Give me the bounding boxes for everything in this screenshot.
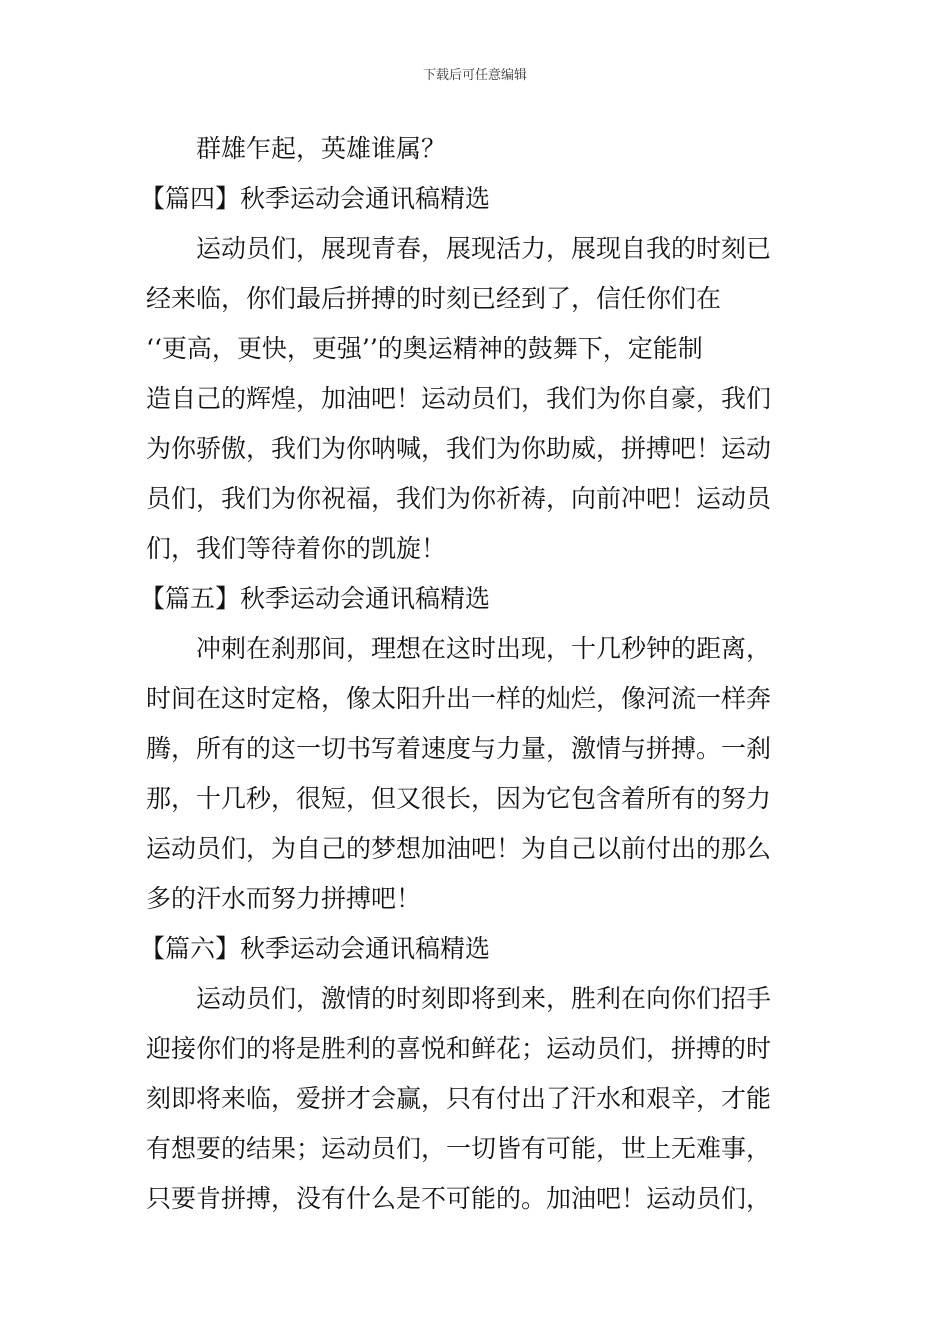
paragraph-line: 们，我们等待着你的凯旋！ [146, 534, 447, 563]
paragraph-line: 运动员们，激情的时刻即将到来，胜利在向你们招手 [196, 984, 772, 1013]
paragraph-line: ‘‘更高，更快，更强’’的奥运精神的鼓舞下，定能制 [146, 334, 703, 363]
opening-line: 群雄乍起，英雄谁属？ [196, 134, 447, 163]
section-heading: 【篇四】秋季运动会通讯稿精选 [140, 184, 491, 213]
paragraph-line: 运动员们，展现青春，展现活力，展现自我的时刻已 [196, 234, 772, 263]
page-header-note: 下载后可任意编辑 [422, 68, 527, 83]
document-body [140, 124, 806, 1224]
paragraph-line: 腾，所有的这一切书写着速度与力量，激情与拼搏。一刹 [146, 734, 772, 763]
paragraph-line: 员们，我们为你祝福，我们为你祈祷，向前冲吧！运动员 [146, 484, 772, 513]
paragraph-line: 多的汗水而努力拼搏吧！ [146, 884, 422, 913]
section-heading: 【篇五】秋季运动会通讯稿精选 [140, 584, 491, 613]
section-heading: 【篇六】秋季运动会通讯稿精选 [140, 934, 491, 963]
paragraph-line: 经来临，你们最后拼搏的时刻已经到了，信任你们在 [146, 284, 722, 313]
paragraph-line: 时间在这时定格，像太阳升出一样的灿烂，像河流一样奔 [146, 684, 772, 713]
paragraph-line: 造自己的辉煌，加油吧！运动员们，我们为你自豪，我们 [146, 384, 772, 413]
paragraph-line: 只要肯拼搏，没有什么是不可能的。加油吧！运动员们， [146, 1184, 772, 1213]
paragraph-line: 冲刺在刹那间，理想在这时出现，十几秒钟的距离， [196, 634, 772, 663]
paragraph-line: 有想要的结果；运动员们，一切皆有可能，世上无难事， [146, 1134, 772, 1163]
paragraph-line: 运动员们，为自己的梦想加油吧！为自己以前付出的那么 [146, 834, 772, 863]
paragraph-line: 迎接你们的将是胜利的喜悦和鲜花；运动员们，拼搏的时 [146, 1034, 772, 1063]
paragraph-line: 那，十几秒，很短，但又很长，因为它包含着所有的努力 [146, 784, 772, 813]
paragraph-line: 刻即将来临，爱拼才会赢，只有付出了汗水和艰辛，才能 [146, 1084, 772, 1113]
paragraph-line: 为你骄傲，我们为你呐喊，我们为你助威，拼搏吧！运动 [146, 434, 772, 463]
